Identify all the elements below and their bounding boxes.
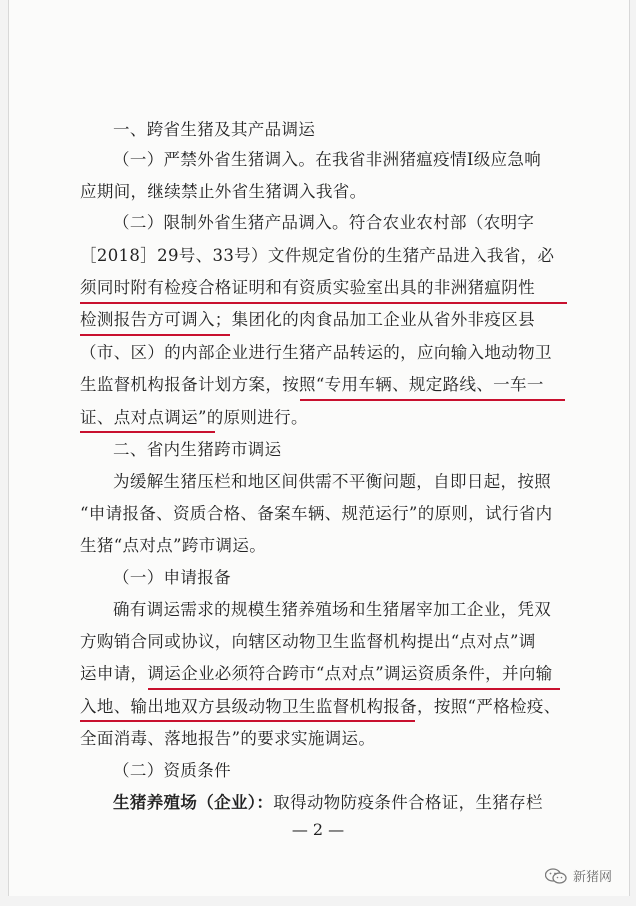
term-description: 取得动物防疫条件合格证，生猪存栏 (273, 793, 543, 812)
red-underline (80, 720, 415, 722)
paragraph-line: 须同时附有检疫合格证明和有资质实验室出具的非洲猪瘟阴性 (80, 278, 535, 297)
paragraph-line-text (113, 793, 543, 812)
paragraph-line: “申请报备、资质合格、备案车辆、规范运行”的原则，试行省内 (80, 504, 553, 523)
paragraph-line: 检测报告方可调入；集团化的肉食品加工企业从省外非疫区县 (80, 310, 535, 329)
watermark (545, 866, 612, 885)
paragraph-line: 生猪“点对点”跨市调运。 (80, 536, 267, 555)
wechat-icon (545, 867, 567, 885)
page-number: — 2 — (291, 820, 345, 839)
red-underline (80, 302, 567, 304)
subheading-apply-report: （一）申请报备 (113, 568, 231, 587)
watermark-text: 新猪网 (572, 870, 612, 885)
paragraph-line: 入地、输出地双方县级动物卫生监督机构报备，按照“严格检疫、 (80, 697, 561, 716)
document-page (8, 0, 630, 896)
bold-term: 生猪养殖场（企业）： (113, 793, 274, 812)
red-underline (80, 334, 230, 336)
heading-section-1: 一、跨省生猪及其产品调运 (113, 120, 316, 139)
paragraph-line: （二）限制外省生猪产品调入。符合农业农村部（农明字 (113, 213, 535, 232)
red-underline (300, 399, 565, 401)
paragraph-line: 应期间，继续禁止外省生猪调入我省。 (80, 182, 367, 201)
paragraph-line: 生监督机构报备计划方案，按照“专用车辆、规定路线、一车一 (80, 375, 544, 394)
subheading-qualification: （二）资质条件 (113, 761, 231, 780)
paragraph-line: ［2018］29号、33号）文件规定省份的生猪产品进入我省，必 (80, 246, 555, 265)
heading-section-2: 二、省内生猪跨市调运 (113, 440, 282, 459)
paragraph-line: （市、区）的内部企业进行生猪产品转运的，应向输入地动物卫 (80, 343, 552, 362)
paragraph-line: 全面消毒、落地报告”的要求实施调运。 (80, 729, 376, 748)
paragraph-line: 方购销合同或协议，向辖区动物卫生监督机构提出“点对点”调 (80, 632, 536, 651)
paragraph-line: 运申请，调运企业必须符合跨市“点对点”调运资质条件，并向输 (80, 664, 553, 683)
paragraph-line (113, 793, 543, 813)
paragraph-line: 确有调运需求的规模生猪养殖场和生猪屠宰加工企业，凭双 (113, 600, 552, 619)
paragraph-line: （一）严禁外省生猪调入。在我省非洲猪瘟疫情Ⅰ级应急响 (113, 150, 542, 169)
red-underline (148, 688, 560, 690)
paragraph-line: 为缓解生猪压栏和地区间供需不平衡问题，自即日起，按照 (113, 472, 552, 491)
red-underline (80, 431, 215, 433)
paragraph-line: 证、点对点调运”的原则进行。 (80, 408, 308, 427)
